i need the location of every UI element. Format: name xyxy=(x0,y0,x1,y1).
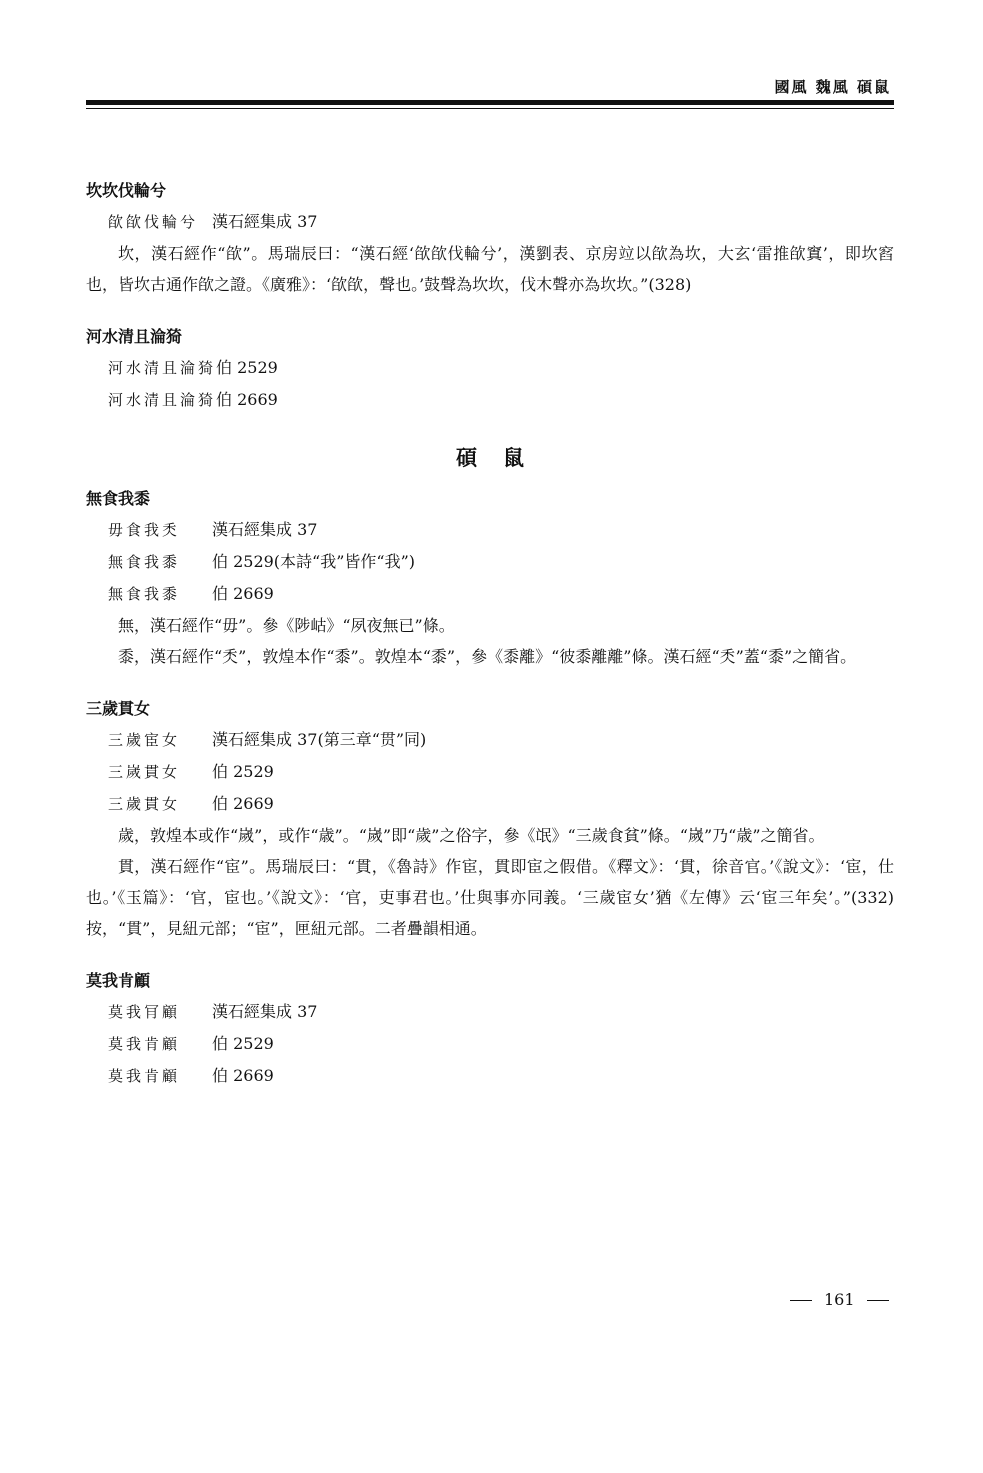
variant-source: 伯 2529 xyxy=(216,358,278,377)
variant-source: 漢石經集成 37 xyxy=(212,520,318,539)
page-body xyxy=(86,176,894,1114)
header-rule-thin xyxy=(86,108,894,109)
commentary-paragraph: 坎，漢石經作“欿”。馬瑞辰曰：“漢石經‘欿欿伐輪兮’，漢劉表、京房竝以欿為坎，大玄‘雷推欿窴’，即坎窞也，皆坎古通作欿之證。《廣雅》：‘欿欿，聲也。’鼓聲為坎坎，伐木聲亦為坎坎。”(328) xyxy=(86,244,894,294)
entry-heading: 坎坎伐輪兮 xyxy=(86,181,167,200)
variant-source: 伯 2529 xyxy=(212,762,274,781)
variant-text: 欿欿伐輪兮 xyxy=(108,213,199,231)
variant-row xyxy=(86,996,894,1028)
variant-source: 漢石經集成 37 xyxy=(212,212,318,231)
folio-dash-right xyxy=(867,1300,889,1301)
variant-row xyxy=(86,514,894,546)
variant-text: 河水清且淪猗 xyxy=(108,359,217,377)
commentary-paragraph: 貫，漢石經作“宦”。馬瑞辰曰：“貫，《魯詩》作宦，貫即宦之假借。《釋文》：‘貫，徐音官。’《說文》：‘宦，仕也。’《玉篇》：‘官，宦也。’《說文》：‘官，吏事君也。’仕與事亦同義。‘三歲宦女’猶《左傳》云‘宦三年矣’。”(332)按，“貫”，見紐元部；“宦”，匣紐元部。二者疊韻相通。 xyxy=(86,857,894,938)
variant-text: 無食我黍 xyxy=(108,585,181,603)
variant-row xyxy=(86,756,894,788)
entry-heading: 莫我肯顧 xyxy=(86,971,151,990)
entry-heading: 三歲貫女 xyxy=(86,699,151,718)
entry xyxy=(86,322,894,416)
entry-heading: 無食我黍 xyxy=(86,489,151,508)
variant-text: 莫我肯顧 xyxy=(108,1035,181,1053)
variant-row xyxy=(86,352,894,384)
variant-source: 伯 2669 xyxy=(216,390,278,409)
variant-row xyxy=(86,788,894,820)
variant-source: 漢石經集成 37 xyxy=(212,1002,318,1021)
page-number xyxy=(778,1290,901,1309)
commentary-paragraph: 黍，漢石經作“秂”，敦煌本作“黍”。敦煌本“黍”，參《黍離》“彼黍離離”條。漢石經“秂”蓋“黍”之簡省。 xyxy=(118,647,857,666)
variant-text: 莫我肯顧 xyxy=(108,1067,181,1085)
running-head: 國風 魏風 碩鼠 xyxy=(774,78,891,96)
folio-dash-left xyxy=(790,1300,812,1301)
variant-source: 伯 2669 xyxy=(212,1066,274,1085)
variant-row xyxy=(86,384,894,416)
commentary-paragraph: 無，漢石經作“毋”。參《陟岵》“夙夜無已”條。 xyxy=(118,616,455,635)
variant-source: 伯 2529 xyxy=(212,1034,274,1053)
variant-source: 伯 2669 xyxy=(212,794,274,813)
variant-row xyxy=(86,546,894,578)
variant-text: 莫我肎顧 xyxy=(108,1003,181,1021)
commentary-paragraph: 歲，敦煌本或作“嵗”，或作“歳”。“嵗”即“歲”之俗字，參《氓》“三歲食貧”條。“嵗”乃“歳”之簡省。 xyxy=(118,826,825,845)
variant-text: 三歲貫女 xyxy=(108,795,181,813)
variant-text: 無食我黍 xyxy=(108,553,181,571)
variant-source: 伯 2669 xyxy=(212,584,274,603)
variant-row xyxy=(86,724,894,756)
page-number-text: 161 xyxy=(824,1290,855,1309)
variant-row xyxy=(86,578,894,610)
variant-text: 毋食我秂 xyxy=(108,521,181,539)
variant-text: 河水清且淪猗 xyxy=(108,391,217,409)
variant-row xyxy=(86,1060,894,1092)
entry xyxy=(86,966,894,1092)
variant-source: 伯 2529(本詩“我”皆作“我”) xyxy=(212,552,416,571)
variant-row xyxy=(86,1028,894,1060)
entries-before xyxy=(86,176,894,416)
variant-source: 漢石經集成 37(第三章“贯”同) xyxy=(212,730,427,749)
header-rule-thick xyxy=(86,100,894,105)
entries-after xyxy=(86,484,894,1092)
entry xyxy=(86,484,894,672)
variant-text: 三嵗貫女 xyxy=(108,763,181,781)
section-title: 碩鼠 xyxy=(456,446,550,470)
entry xyxy=(86,176,894,300)
variant-text: 三歲宦女 xyxy=(108,731,181,749)
entry-heading: 河水清且淪猗 xyxy=(86,327,183,346)
entry xyxy=(86,694,894,944)
variant-row xyxy=(86,206,894,238)
